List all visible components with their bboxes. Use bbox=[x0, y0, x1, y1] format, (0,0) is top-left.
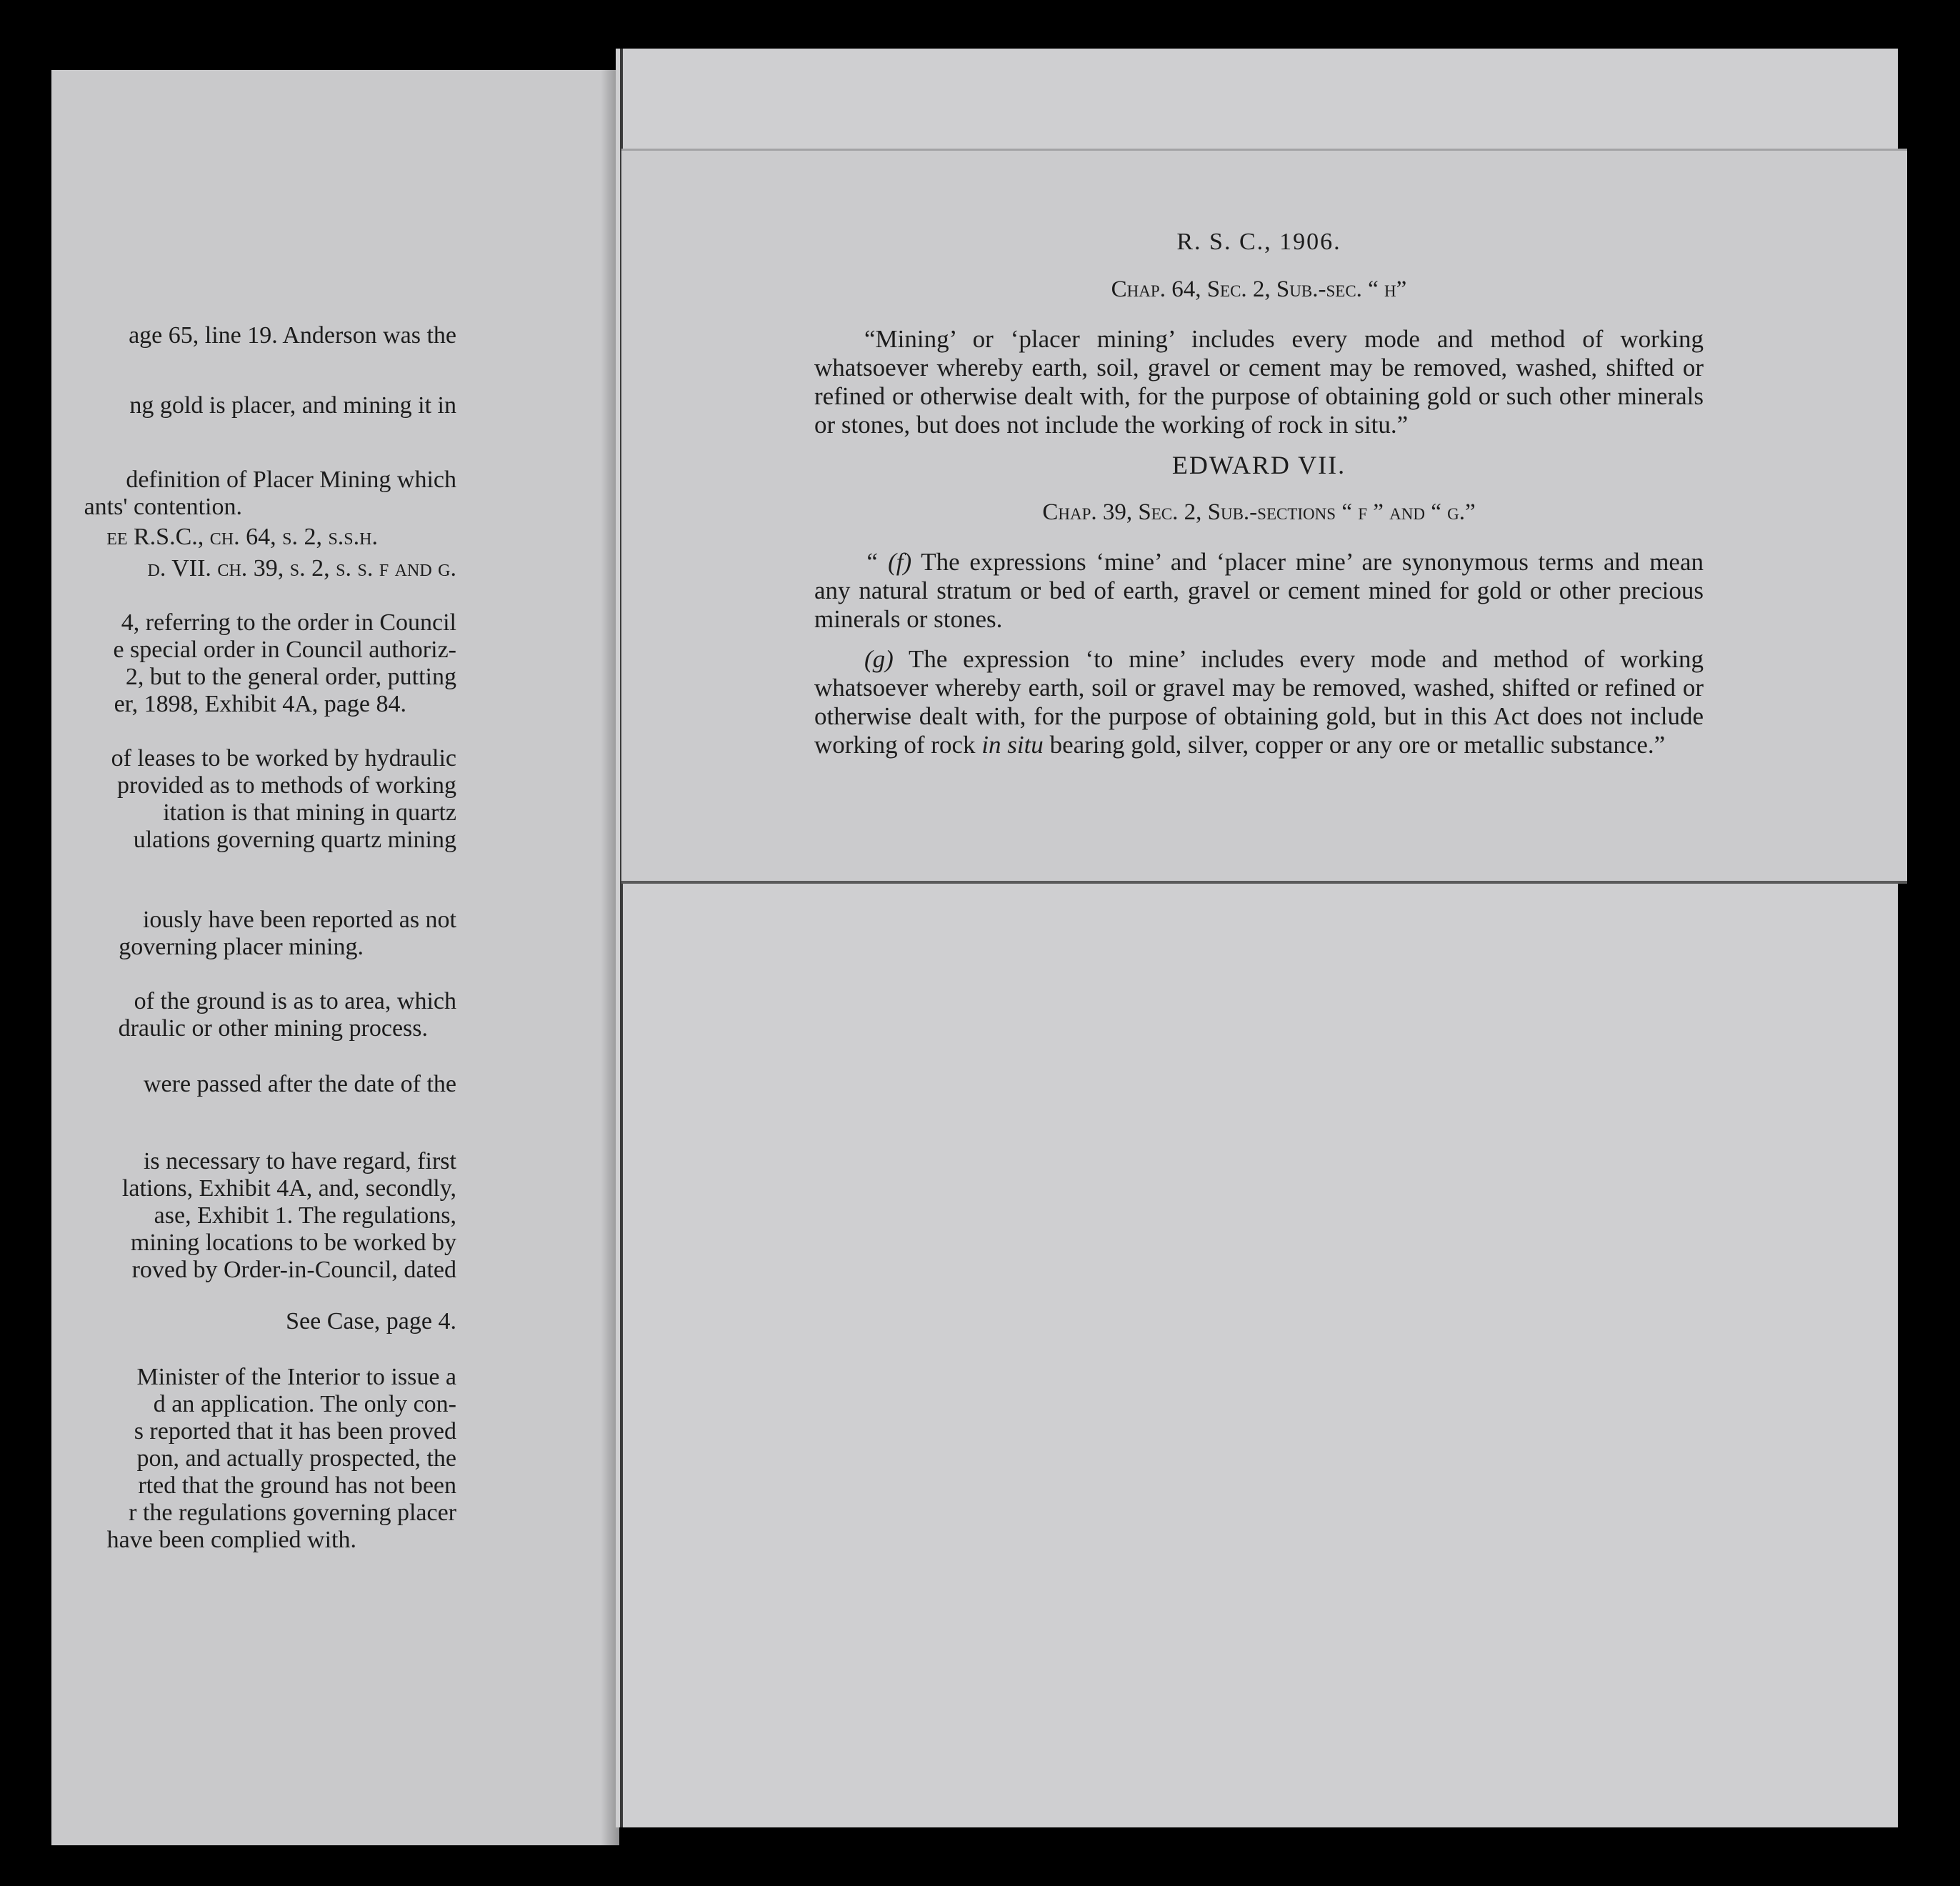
left-line: iously have been reported as not bbox=[142, 907, 456, 933]
left-line: lations, Exhibit 4A, and, secondly, bbox=[121, 1175, 456, 1202]
left-line: provided as to methods of working bbox=[117, 772, 456, 799]
left-line: ase, Exhibit 1. The regulations, bbox=[154, 1202, 456, 1229]
paragraph-g-in-situ: in situ bbox=[981, 731, 1044, 759]
paragraph-g bbox=[814, 645, 1704, 759]
left-line: have been complied with. bbox=[106, 1527, 356, 1553]
pasted-statute-strip bbox=[621, 149, 1907, 881]
left-line: d an application. The only con- bbox=[153, 1391, 456, 1417]
left-line: is necessary to have regard, first bbox=[143, 1148, 456, 1174]
left-line: draulic or other mining process. bbox=[118, 1015, 428, 1042]
statute-text bbox=[814, 228, 1704, 771]
left-line: rted that the ground has not been bbox=[138, 1472, 456, 1499]
left-line: pon, and actually prospected, the bbox=[136, 1445, 456, 1472]
left-line: ng gold is placer, and mining it in bbox=[129, 392, 456, 419]
left-line: mining locations to be worked by bbox=[130, 1229, 456, 1256]
left-line: See Case, page 4. bbox=[286, 1308, 456, 1334]
left-page bbox=[51, 70, 619, 1845]
chap39-heading: Chap. 39, Sec. 2, Sub.-sections “ f ” and “ g.” bbox=[1042, 499, 1476, 525]
left-line: of the ground is as to area, which bbox=[134, 988, 456, 1014]
left-line: er, 1898, Exhibit 4A, page 84. bbox=[114, 691, 406, 717]
left-line: of leases to be worked by hydraulic bbox=[111, 745, 456, 772]
left-line: d. VII. ch. 39, s. 2, s. s. f and g. bbox=[147, 555, 456, 582]
paragraph-f-label: “ (f) bbox=[864, 548, 912, 576]
left-line: age 65, line 19. Anderson was the bbox=[129, 322, 456, 349]
chap64-heading: Chap. 64, Sec. 2, Sub.-sec. “ h” bbox=[1111, 276, 1407, 302]
left-line: roved by Order-in-Council, dated bbox=[131, 1257, 456, 1283]
paragraph-g-label: (g) bbox=[864, 645, 894, 673]
left-line: 4, referring to the order in Council bbox=[121, 609, 456, 636]
left-line: Minister of the Interior to issue a bbox=[136, 1364, 456, 1390]
paragraph-g-text-2: bearing gold, silver, copper or any ore or metallic substance.” bbox=[1049, 731, 1666, 759]
rsc-title: R. S. C., 1906. bbox=[1176, 229, 1341, 255]
left-line: r the regulations governing placer bbox=[129, 1500, 456, 1526]
paragraph-g-text-1: The expression ‘to mine’ includes every mode and method of working whatsoever whereby earth, soil or gravel may be removed, washed, shifted or refined or otherwise dealt with, for the purpose of obtaining gold, but in this Act does not include working of rock bbox=[814, 645, 1704, 759]
left-line: were passed after the date of the bbox=[144, 1071, 456, 1097]
edward-heading: EDWARD VII. bbox=[1171, 451, 1346, 479]
paragraph-f-text: The expressions ‘mine’ and ‘placer mine’ are synonymous terms and mean any natural stratum or bed of earth, gravel or cement mined for gold or other precious minerals or stones. bbox=[814, 548, 1704, 633]
left-line: s reported that it has been proved bbox=[134, 1418, 456, 1445]
left-line: e special order in Council authoriz- bbox=[113, 637, 456, 663]
left-line: ulations governing quartz mining bbox=[133, 827, 456, 853]
left-line: governing placer mining. bbox=[119, 934, 364, 960]
left-line: itation is that mining in quartz bbox=[163, 799, 456, 826]
left-line: ants' contention. bbox=[84, 494, 242, 520]
paragraph-f bbox=[814, 548, 1704, 634]
left-line: ee R.S.C., ch. 64, s. 2, s.s.h. bbox=[106, 524, 378, 550]
left-line: definition of Placer Mining which bbox=[126, 466, 456, 493]
mining-definition: “Mining’ or ‘placer mining’ includes every mode and method of working whatsoever whereby earth, soil, gravel or cement may be removed, washed, shifted or refined or otherwise dealt with, for the purpose of obtaining gold or such other minerals or stones, but does not include the working of rock in situ.” bbox=[814, 325, 1704, 439]
left-line: 2, but to the general order, putting bbox=[125, 664, 456, 690]
